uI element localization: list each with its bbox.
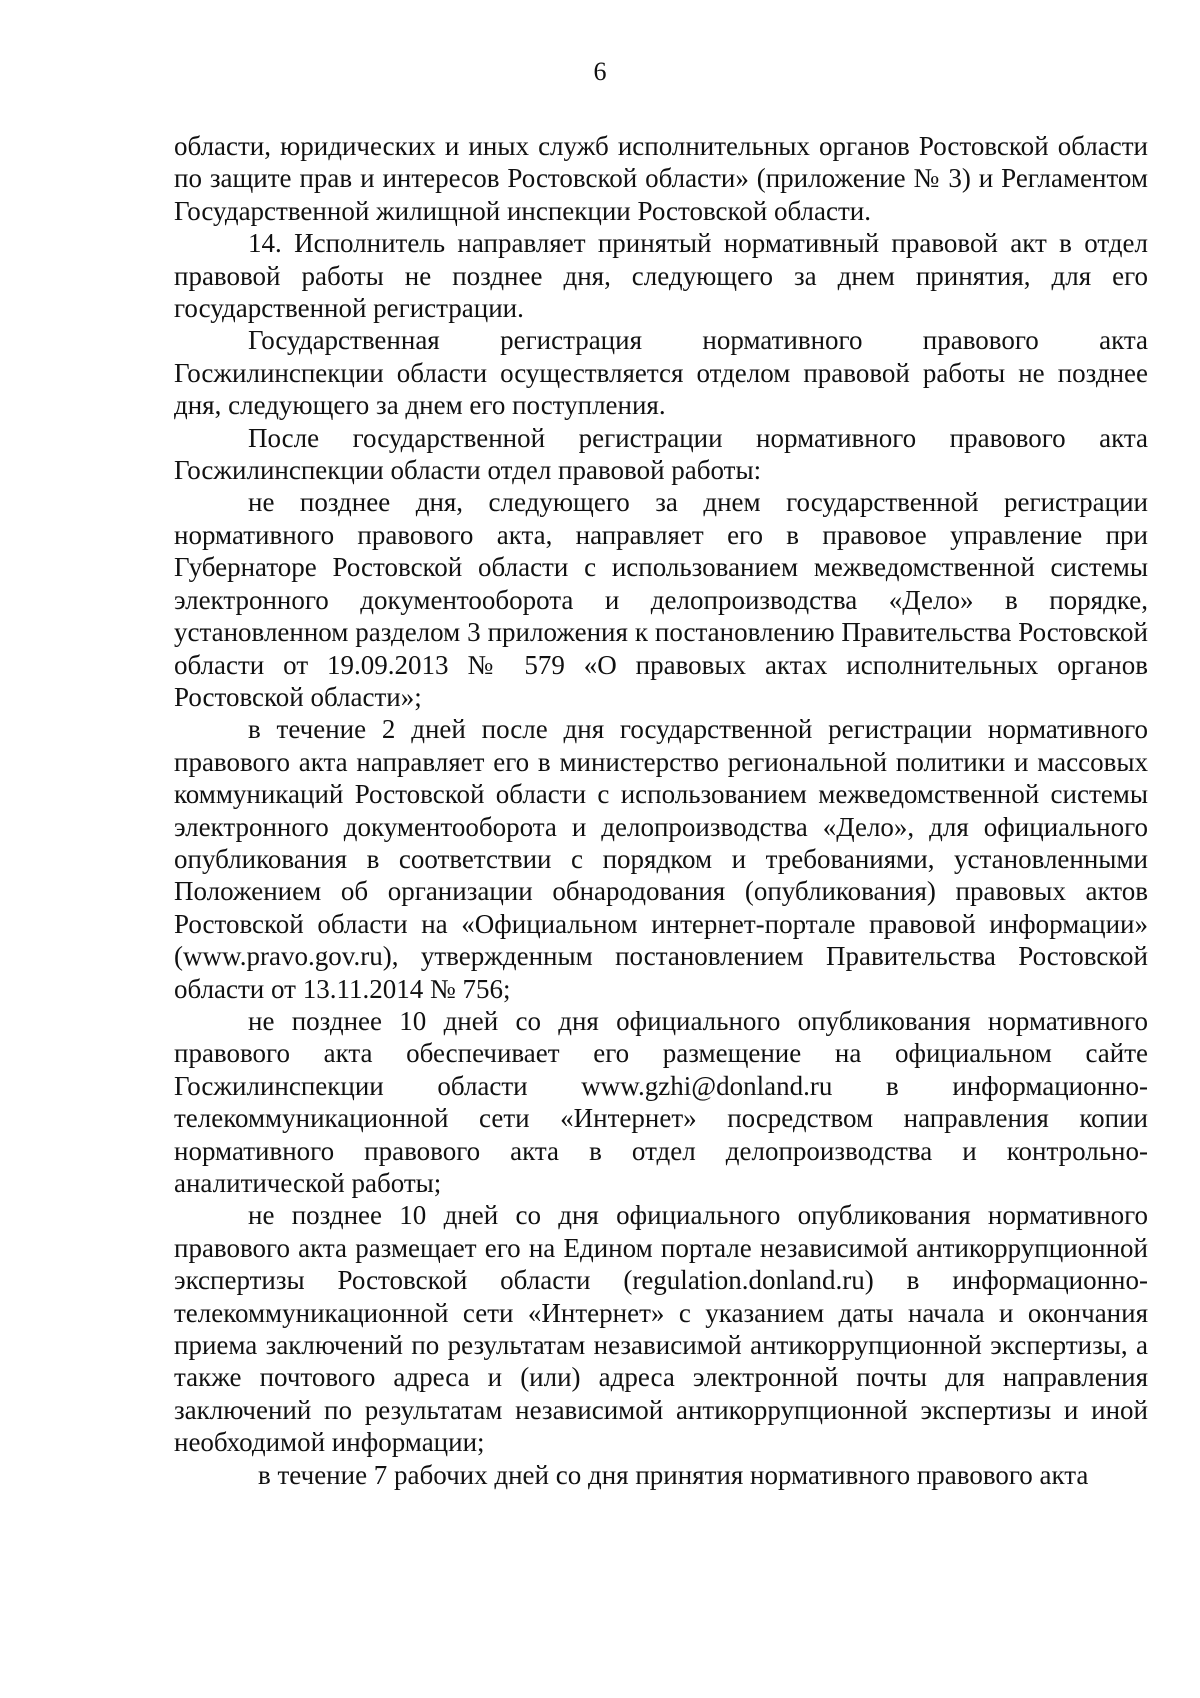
- list-item-publication: в течение 2 дней после дня государственной регистрации нормативного правового акта направляет его в министерство региональной политики и массовых коммуникаций Ростовской области с использованием межведомственной системы электронного документооборота и делопроизводства «Дело», для официального опубликования в соответствии с порядком и требованиями, установленными Положением об организации обнародования (опубликования) правовых актов Ростовской области на «Официальном интернет-портале правовой информации» (www.pravo.gov.ru), утвержденным постановлением Правительства Ростовской области от 13.11.2014 № 756;: [174, 714, 1148, 1004]
- paragraph-item-14: 14. Исполнитель направляет принятый нормативный правовой акт в отдел правовой работы не позднее дня, следующего за днем принятия, для его государственной регистрации.: [174, 228, 1148, 324]
- list-item-seven-days: в течение 7 рабочих дней со дня принятия нормативного правового акта: [258, 1459, 1089, 1490]
- paragraph-registration: Государственная регистрация нормативного правового акта Госжилинспекции области осуществляется отделом правовой работы не позднее дня, следующего за днем его поступления.: [174, 325, 1148, 421]
- document-body: [174, 130, 1148, 1491]
- page-number: 6: [593, 57, 607, 86]
- list-item-anticorruption-portal: не позднее 10 дней со дня официального опубликования нормативного правового акта размещает его на Едином портале независимой антикоррупционной экспертизы Ростовской области (regulation.donland.ru) в информационно-телекоммуникационной сети «Интернет» с указанием даты начала и окончания приема заключений по результатам независимой антикоррупционной экспертизы, а также почтового адреса и (или) адреса электронной почты для направления заключений по результатам независимой антикоррупционной экспертизы и иной необходимой информации;: [174, 1200, 1148, 1458]
- list-item-legal-department: не позднее дня, следующего за днем государственной регистрации нормативного правового акта, направляет его в правовое управление при Губернаторе Ростовской области с использованием межведомственной системы электронного документооборота и делопроизводства «Дело» в порядке, установленном разделом 3 приложения к постановлению Правительства Ростовской области от 19.09.2013 № 579 «О правовых актах исполнительных органов Ростовской области»;: [174, 487, 1148, 712]
- list-item-website: не позднее 10 дней со дня официального опубликования нормативного правового акта обеспечивает его размещение на официальном сайте Госжилинспекции области www.gzhi@donland.ru в информационно-телекоммуникационной сети «Интернет» посредством направления копии нормативного правового акта в отдел делопроизводства и контрольно-аналитической работы;: [174, 1005, 1148, 1198]
- paragraph-after-registration: После государственной регистрации нормативного правового акта Госжилинспекции области отдел правовой работы:: [174, 422, 1148, 486]
- paragraph-continuation: области, юридических и иных служб исполнительных органов Ростовской области по защите прав и интересов Ростовской области» (приложение № 3) и Регламентом Государственной жилищной инспекции Ростовской области.: [174, 131, 1148, 226]
